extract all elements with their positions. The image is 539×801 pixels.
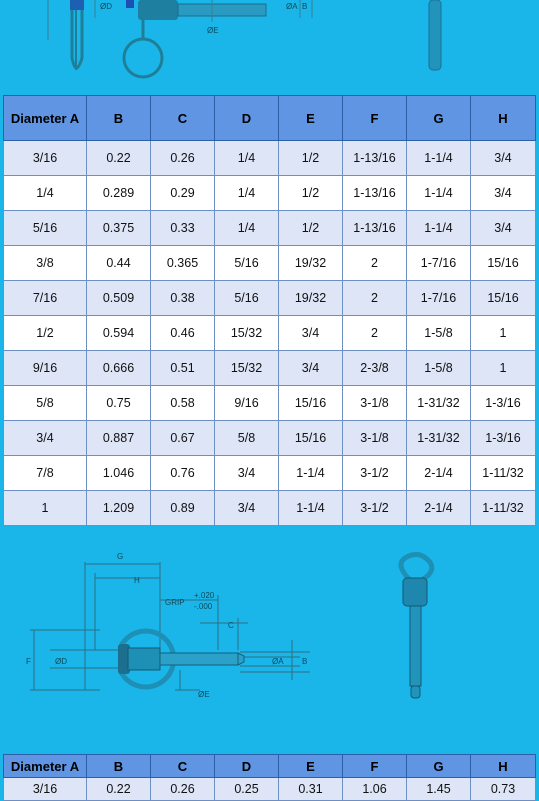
h-label: H	[134, 576, 140, 585]
table-cell: 0.365	[151, 246, 215, 281]
table-cell: 1-13/16	[343, 176, 407, 211]
dimension-table-2	[3, 754, 536, 801]
table-cell: 1/2	[4, 316, 87, 351]
pin-drawing	[118, 631, 244, 687]
table-cell: 7/16	[4, 281, 87, 316]
table-cell: 5/8	[4, 386, 87, 421]
table-row	[4, 386, 536, 421]
header-h: H	[471, 96, 536, 141]
table-cell: 2-1/4	[407, 456, 471, 491]
table-cell: 0.25	[215, 778, 279, 801]
table-cell: 0.22	[87, 141, 151, 176]
table-cell: 3/16	[4, 141, 87, 176]
table-cell: 1/2	[279, 141, 343, 176]
table-cell: 0.51	[151, 351, 215, 386]
table-cell: 1-3/16	[471, 421, 536, 456]
table-cell: 7/8	[4, 456, 87, 491]
table-cell: 5/8	[215, 421, 279, 456]
header-g: G	[407, 755, 471, 778]
table-cell: 0.509	[87, 281, 151, 316]
d-label: ØD	[55, 657, 67, 666]
header-e: E	[279, 755, 343, 778]
table-cell: 15/32	[215, 351, 279, 386]
table-cell: 1.209	[87, 491, 151, 526]
table-cell: 2-1/4	[407, 491, 471, 526]
table-cell: 1/4	[215, 211, 279, 246]
table-cell: 0.594	[87, 316, 151, 351]
table-cell: 0.67	[151, 421, 215, 456]
table-cell: 5/16	[215, 246, 279, 281]
table-cell: 0.289	[87, 176, 151, 211]
table-cell: 1-13/16	[343, 211, 407, 246]
table-cell: 0.22	[87, 778, 151, 801]
table-cell: 9/16	[4, 351, 87, 386]
table-cell: 0.375	[87, 211, 151, 246]
table-cell: 1-1/4	[407, 211, 471, 246]
table-cell: 2	[343, 246, 407, 281]
table-row	[4, 176, 536, 211]
table-body	[4, 141, 536, 526]
table-cell: 19/32	[279, 246, 343, 281]
dimension-table	[3, 95, 536, 526]
table-cell: 1/4	[215, 141, 279, 176]
table-cell: 1-7/16	[407, 246, 471, 281]
table-cell: 2-3/8	[343, 351, 407, 386]
table-cell: 3/4	[215, 491, 279, 526]
table-cell: 1-3/16	[471, 386, 536, 421]
header-c: C	[151, 755, 215, 778]
table-cell: 15/32	[215, 316, 279, 351]
table-cell: 3-1/8	[343, 386, 407, 421]
table-cell: 9/16	[215, 386, 279, 421]
table-cell: 1/2	[279, 176, 343, 211]
table-header-row	[4, 96, 536, 141]
table-cell: 2	[343, 281, 407, 316]
a-label: ØA	[272, 657, 284, 666]
header-f: F	[343, 96, 407, 141]
ball-lock-pin-diagram	[0, 540, 539, 745]
table-cell: 3/8	[4, 246, 87, 281]
table-cell: 0.38	[151, 281, 215, 316]
table-row	[4, 211, 536, 246]
table-cell: 0.26	[151, 778, 215, 801]
table-cell: 1	[471, 316, 536, 351]
table-cell: 1.06	[343, 778, 407, 801]
table-cell: 2	[343, 316, 407, 351]
header-diameter-a: Diameter A	[4, 96, 87, 141]
tolerance-minus-label: -.000	[194, 602, 213, 611]
table-cell: 15/16	[471, 246, 536, 281]
table-row	[4, 351, 536, 386]
table-body	[4, 778, 536, 801]
table-cell: 1-1/4	[407, 176, 471, 211]
grip-label: GRIP	[165, 598, 185, 607]
table-cell: 3-1/2	[343, 491, 407, 526]
table-cell: 0.44	[87, 246, 151, 281]
table-row	[4, 778, 536, 801]
table-cell: 1-7/16	[407, 281, 471, 316]
table-cell: 1-5/8	[407, 351, 471, 386]
table-cell: 1/4	[4, 176, 87, 211]
table-cell: 3-1/2	[343, 456, 407, 491]
b-dim-label: B	[302, 657, 308, 666]
header-b: B	[87, 755, 151, 778]
right-pin	[429, 0, 441, 70]
table-row	[4, 281, 536, 316]
table-row	[4, 246, 536, 281]
table-cell: 1/4	[215, 176, 279, 211]
table-cell: 3/4	[215, 456, 279, 491]
table-cell: 1	[471, 351, 536, 386]
table-row	[4, 456, 536, 491]
header-f: F	[343, 755, 407, 778]
table-cell: 5/16	[215, 281, 279, 316]
table-cell: 0.58	[151, 386, 215, 421]
table-cell: 0.31	[279, 778, 343, 801]
table-cell: 5/16	[4, 211, 87, 246]
table-row	[4, 421, 536, 456]
header-b: B	[87, 96, 151, 141]
table-cell: 3/4	[279, 316, 343, 351]
table-cell: 19/32	[279, 281, 343, 316]
c-label: C	[228, 621, 234, 630]
pin-3d-render	[401, 554, 432, 698]
table-cell: 1	[4, 491, 87, 526]
phi-a-label: ØA	[286, 2, 298, 11]
header-c: C	[151, 96, 215, 141]
table-cell: 1-5/8	[407, 316, 471, 351]
table-cell: 1.046	[87, 456, 151, 491]
header-e: E	[279, 96, 343, 141]
table-cell: 0.76	[151, 456, 215, 491]
table-cell: 3-1/8	[343, 421, 407, 456]
table-cell: 0.666	[87, 351, 151, 386]
table-cell: 3/4	[471, 176, 536, 211]
table-cell: 0.26	[151, 141, 215, 176]
f-label: F	[26, 657, 31, 666]
table-cell: 1-1/4	[279, 456, 343, 491]
table-cell: 15/16	[279, 421, 343, 456]
table-cell: 3/4	[279, 351, 343, 386]
left-pin-ring	[70, 0, 84, 70]
header-diameter-a: Diameter A	[4, 755, 87, 778]
table-cell: 0.887	[87, 421, 151, 456]
table-cell: 3/4	[4, 421, 87, 456]
b-label: B	[302, 2, 308, 11]
table-cell: 15/16	[471, 281, 536, 316]
tolerance-plus-label: +.020	[194, 591, 215, 600]
phi-d-label: ØD	[100, 2, 112, 11]
table-cell: 0.73	[471, 778, 536, 801]
table-cell: 3/4	[471, 211, 536, 246]
header-d: D	[215, 755, 279, 778]
table-cell: 0.29	[151, 176, 215, 211]
table-cell: 1.45	[407, 778, 471, 801]
table-row	[4, 316, 536, 351]
table-header-row	[4, 755, 536, 778]
header-h: H	[471, 755, 536, 778]
table-cell: 1-11/32	[471, 456, 536, 491]
phi-e-label: ØE	[207, 26, 219, 35]
table-cell: 1-1/4	[279, 491, 343, 526]
top-pin-diagram	[0, 0, 539, 88]
header-g: G	[407, 96, 471, 141]
table-cell: 1-11/32	[471, 491, 536, 526]
table-cell: 1-31/32	[407, 386, 471, 421]
top-pin-body	[124, 0, 266, 77]
table-cell: 0.89	[151, 491, 215, 526]
table-cell: 3/16	[4, 778, 87, 801]
table-cell: 1/2	[279, 211, 343, 246]
table-row	[4, 491, 536, 526]
table-cell: 1-31/32	[407, 421, 471, 456]
table-cell: 0.33	[151, 211, 215, 246]
table-row	[4, 141, 536, 176]
table-cell: 0.46	[151, 316, 215, 351]
table-cell: 1-13/16	[343, 141, 407, 176]
g-label: G	[117, 552, 124, 561]
table-cell: 0.75	[87, 386, 151, 421]
e-label: ØE	[198, 690, 210, 699]
table-cell: 15/16	[279, 386, 343, 421]
table-cell: 3/4	[471, 141, 536, 176]
table-cell: 1-1/4	[407, 141, 471, 176]
header-d: D	[215, 96, 279, 141]
